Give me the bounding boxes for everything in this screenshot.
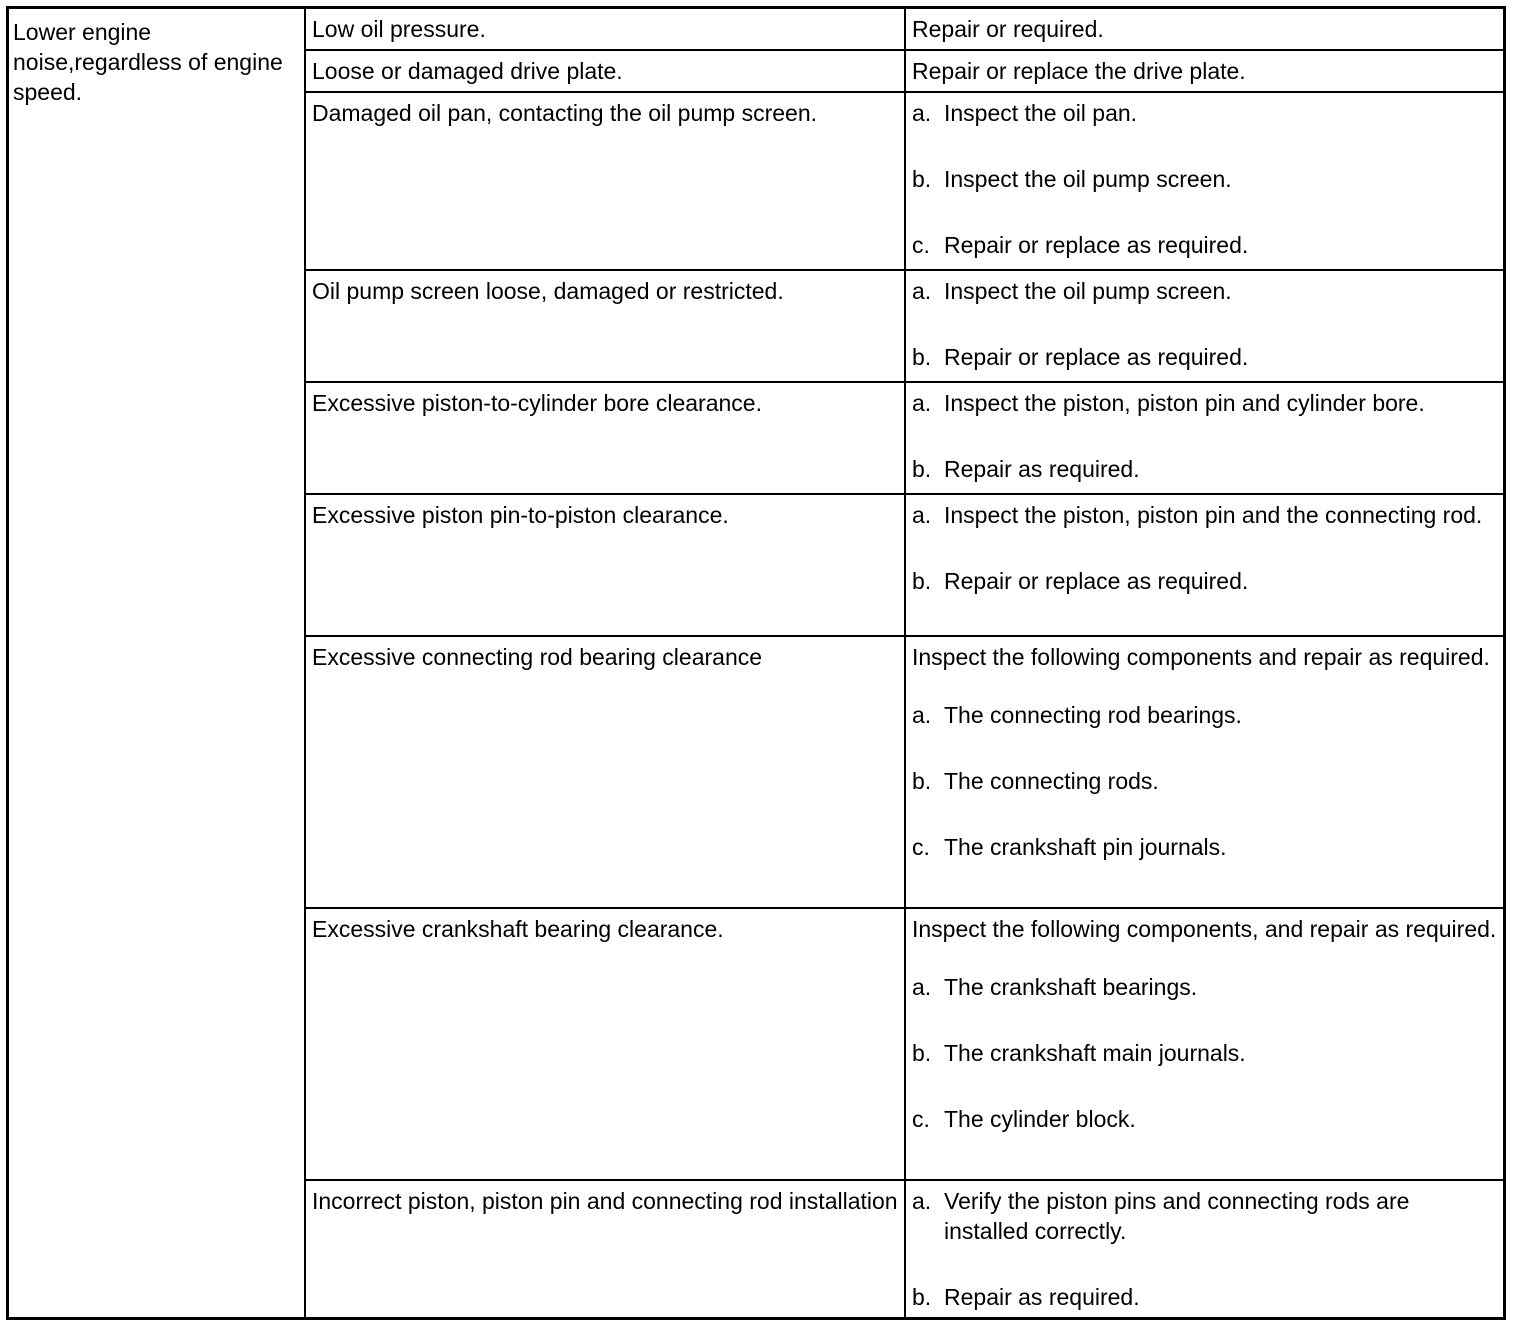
step — [912, 454, 1497, 484]
step-text: Inspect the oil pump screen. — [944, 166, 1232, 192]
step — [912, 276, 1497, 306]
step — [912, 700, 1497, 730]
step-label: b. — [912, 166, 932, 192]
step-label: c. — [912, 1106, 930, 1132]
step — [912, 1038, 1497, 1068]
step-text: The connecting rod bearings. — [944, 702, 1242, 728]
table-row — [306, 495, 1503, 637]
cause-cell: Loose or damaged drive plate. — [306, 51, 906, 91]
table-row — [306, 271, 1503, 383]
step — [912, 342, 1497, 372]
step-text: Verify the piston pins and connecting rods are installed correctly. — [944, 1188, 1410, 1244]
symptom-cell: Lower engine noise,regardless of engine speed. — [9, 9, 306, 1317]
step-text: Inspect the oil pan. — [944, 100, 1138, 126]
step-label: c. — [912, 232, 930, 258]
step-text: Repair or replace as required. — [944, 568, 1249, 594]
step-text: Inspect the piston, piston pin and cylinder bore. — [944, 390, 1425, 416]
cause-cell: Excessive piston-to-cylinder bore clearance. — [306, 383, 906, 493]
step-label: b. — [912, 568, 932, 594]
step — [912, 230, 1497, 260]
action-intro: Inspect the following components and repair as required. — [912, 644, 1490, 670]
step — [912, 832, 1497, 862]
cause-cell: Oil pump screen loose, damaged or restricted. — [306, 271, 906, 381]
step-text: Repair as required. — [944, 456, 1140, 482]
step-label: a. — [912, 502, 932, 528]
step — [912, 164, 1497, 194]
step-label: a. — [912, 1188, 932, 1214]
table-row — [306, 9, 1503, 51]
step — [912, 98, 1497, 128]
action-cell — [906, 383, 1503, 493]
step-text: The cylinder block. — [944, 1106, 1136, 1132]
step-label: b. — [912, 1284, 932, 1310]
action-cell: Repair or required. — [912, 16, 1104, 42]
step — [912, 388, 1497, 418]
diagnosis-table — [6, 6, 1506, 1320]
step-text: The crankshaft pin journals. — [944, 834, 1227, 860]
action-cell — [906, 909, 1503, 1179]
cause-cell: Excessive connecting rod bearing clearance — [306, 637, 906, 907]
table-row — [306, 909, 1503, 1181]
step-text: The connecting rods. — [944, 768, 1159, 794]
action-cell — [906, 271, 1503, 381]
table-row — [306, 51, 1503, 93]
step-label: a. — [912, 100, 932, 126]
step-text: Repair or replace as required. — [944, 232, 1249, 258]
action-cell — [906, 637, 1503, 907]
cause-cell: Low oil pressure. — [306, 9, 906, 49]
step-text: The crankshaft bearings. — [944, 974, 1198, 1000]
table-row — [306, 93, 1503, 271]
step — [912, 1104, 1497, 1134]
step-text: Inspect the piston, piston pin and the connecting rod. — [944, 502, 1483, 528]
step-label: b. — [912, 1040, 932, 1066]
step-text: The crankshaft main journals. — [944, 1040, 1246, 1066]
step — [912, 1282, 1497, 1312]
cause-cell: Excessive piston pin-to-piston clearance. — [306, 495, 906, 635]
table-row — [306, 637, 1503, 909]
action-cell — [906, 495, 1503, 635]
action-intro: Inspect the following components, and repair as required. — [912, 916, 1497, 942]
action-cell: Repair or replace the drive plate. — [912, 58, 1246, 84]
step-label: b. — [912, 344, 932, 370]
step — [912, 500, 1497, 530]
step-label: a. — [912, 390, 932, 416]
step-text: Repair or replace as required. — [944, 344, 1249, 370]
cause-cell: Excessive crankshaft bearing clearance. — [306, 909, 906, 1179]
step-text: Inspect the oil pump screen. — [944, 278, 1232, 304]
step-label: b. — [912, 456, 932, 482]
step-label: b. — [912, 768, 932, 794]
step-text: Repair as required. — [944, 1284, 1140, 1310]
step — [912, 1186, 1497, 1246]
cause-action-rows — [306, 9, 1503, 1317]
step — [912, 566, 1497, 596]
step — [912, 972, 1497, 1002]
action-cell — [906, 1181, 1503, 1317]
step — [912, 766, 1497, 796]
cause-cell: Damaged oil pan, contacting the oil pump screen. — [306, 93, 906, 269]
step-label: a. — [912, 702, 932, 728]
step-label: c. — [912, 834, 930, 860]
table-row — [306, 383, 1503, 495]
step-label: a. — [912, 974, 932, 1000]
table-row — [306, 1181, 1503, 1317]
step-label: a. — [912, 278, 932, 304]
action-cell — [906, 93, 1503, 269]
cause-cell: Incorrect piston, piston pin and connecting rod installation — [306, 1181, 906, 1317]
